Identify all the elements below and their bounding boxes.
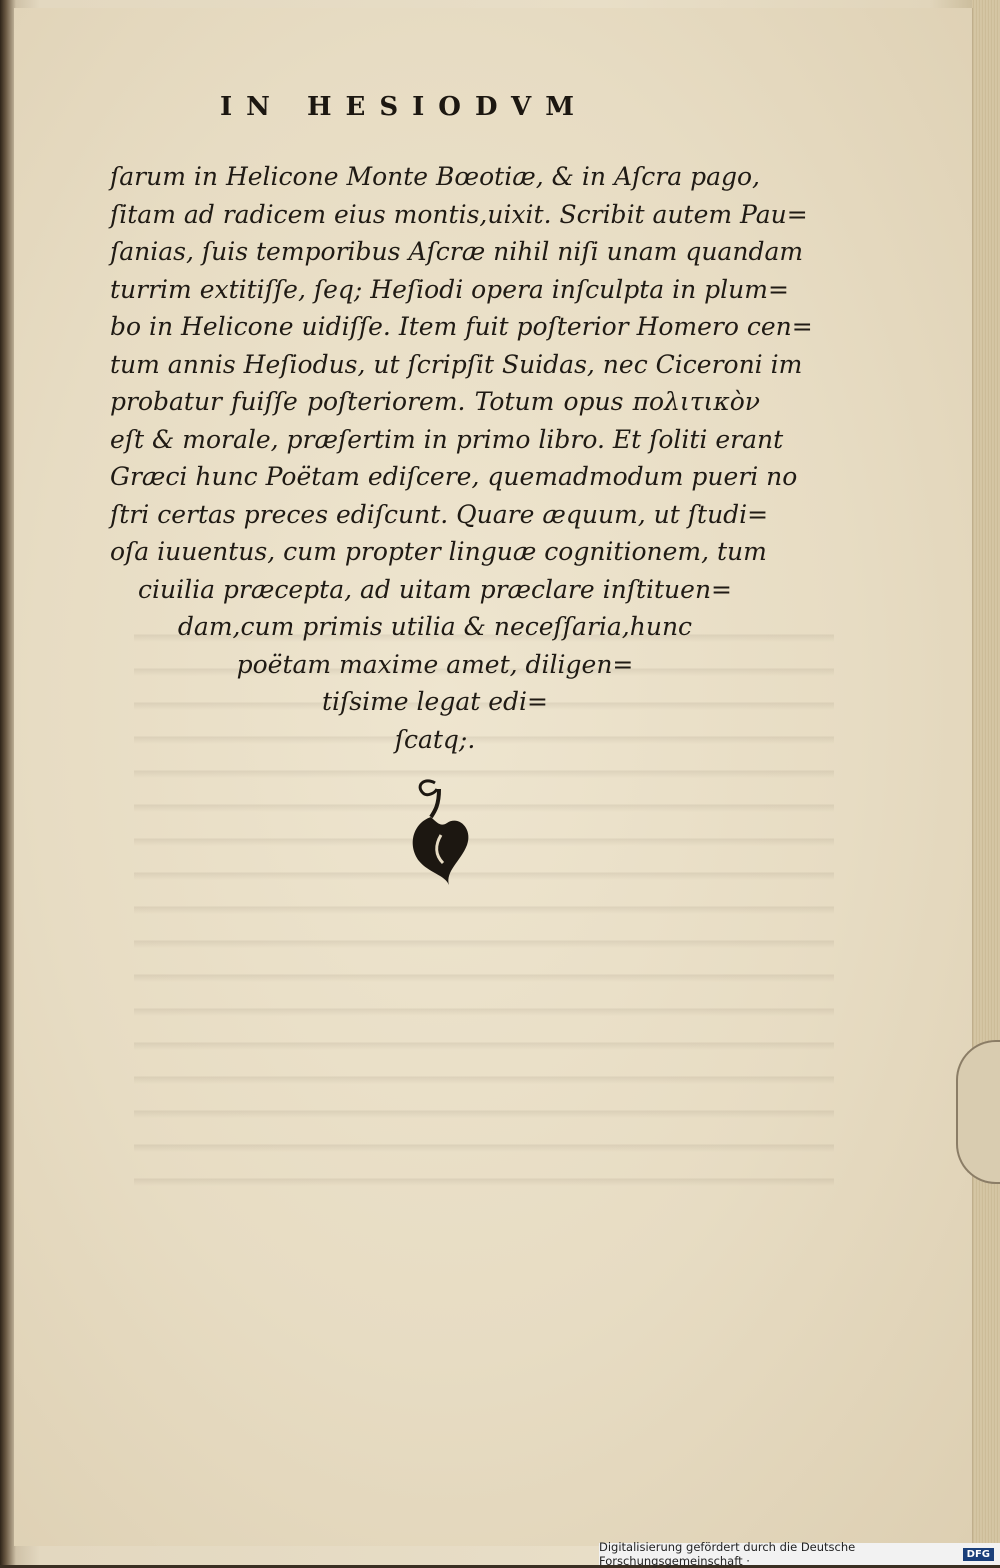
- running-head: IN HESIODVM: [220, 92, 588, 122]
- page-edges: [972, 0, 1000, 1545]
- dfg-logo: DFG: [963, 1548, 994, 1561]
- text-line-1: ſarum in Helicone Monte Bœotiæ, & in Aſcra pago,: [110, 162, 760, 191]
- text-line-9: Græci hunc Poëtam ediſcere, quemadmodum pueri no: [110, 462, 798, 491]
- text-line-2: ſitam ad radicem eius montis,uixit. Scribit autem Pau=: [110, 199, 808, 229]
- text-line-12: ciuilia præcepta, ad uitam præclare inſtituen=: [137, 574, 733, 604]
- text-line-7: probatur fuiſſe poſteriorem. Totum opus πολιτικὸν: [110, 387, 760, 416]
- text-line-5: bo in Helicone uidiſſe. Item fuit poſterior Homero cen=: [110, 312, 813, 341]
- text-line-14: poëtam maxime amet, diligen=: [236, 649, 634, 679]
- book-clasp: [956, 1040, 1000, 1184]
- text-line-15: tiſsime legat edi=: [321, 687, 548, 716]
- text-line-3: ſanias, ſuis temporibus Aſcræ nihil niſi unam quandam: [110, 237, 804, 266]
- text-line-4: turrim extitiſſe, ſeq; Heſiodi opera inſculpta in plum=: [110, 274, 789, 304]
- text-line-11: oſa iuuentus, cum propter linguæ cognitionem, tum: [110, 537, 767, 566]
- text-line-6: tum annis Heſiodus, ut ſcripſit Suidas, nec Ciceroni im: [110, 349, 803, 379]
- digitization-footer: [599, 1540, 1000, 1568]
- text-line-8: eſt & morale, præſertim in primo libro. Et ſoliti erant: [110, 424, 784, 454]
- text-line-13: dam,cum primis utilia & neceſſaria,hunc: [177, 612, 693, 641]
- footer-credit: Digitalisierung gefördert durch die Deutsche Forschungsgemeinschaft ·: [599, 1540, 856, 1568]
- text-line-16: ſcatq;.: [394, 724, 476, 754]
- leaf-ornament-icon: [405, 775, 475, 890]
- body-text: [110, 158, 813, 758]
- text-line-10: ſtri certas preces ediſcunt. Quare æquum, ut ſtudi=: [110, 499, 769, 529]
